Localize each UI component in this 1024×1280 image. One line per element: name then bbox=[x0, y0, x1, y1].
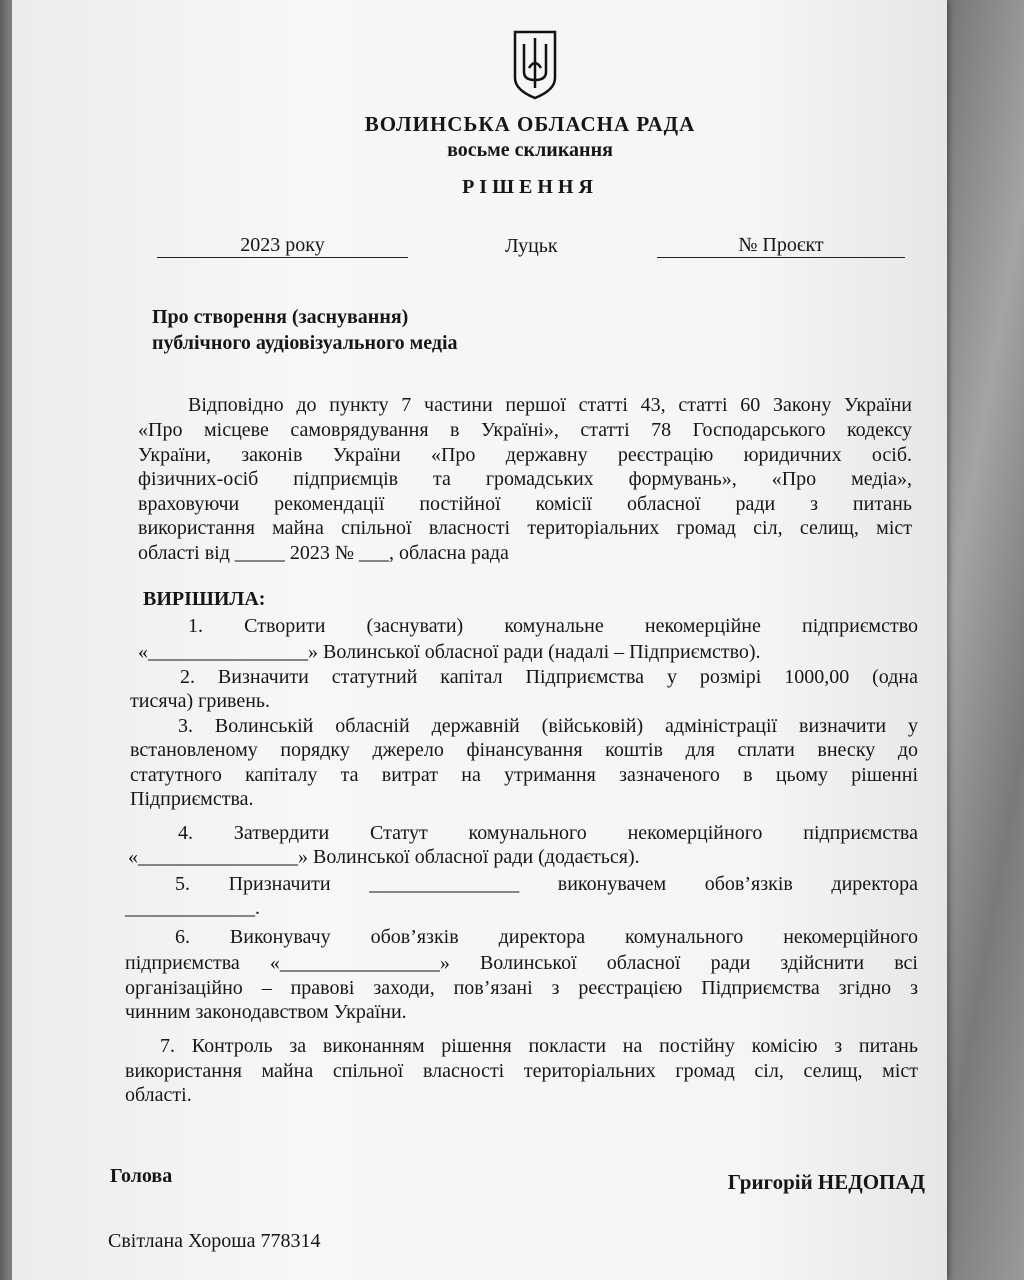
resolution-line: «________________» Волинської обласної ради (додається). bbox=[128, 846, 640, 868]
preamble-line: фізичних-осіб підприємців та громадських формувань», «Про медіа», bbox=[138, 468, 912, 490]
preamble-line: використання майна спільної власності територіальних громад сіл, селищ, міст bbox=[138, 517, 912, 539]
preamble-line: враховуючи рекомендації постійної комісії обласної ради з питань bbox=[138, 493, 912, 515]
preamble-line: Відповідно до пункту 7 частини першої статті 43, статті 60 Закону України bbox=[188, 394, 912, 416]
preamble-line: України, законів України «Про державну реєстрацію юридичних осіб. bbox=[138, 444, 912, 466]
resolution-line: тисяча) гривень. bbox=[130, 690, 271, 712]
council-name: ВОЛИНСЬКА ОБЛАСНА РАДА bbox=[364, 112, 696, 136]
decision-number bbox=[657, 234, 905, 258]
subject-line-1: Про створення (заснування) bbox=[152, 306, 409, 328]
resolution-line: 5. Призначити _______________ виконувачем обов’язків директора bbox=[175, 873, 918, 895]
resolution-line: 3. Волинській обласній державній (військовій) адміністрації визначити у bbox=[178, 715, 918, 737]
resolution-line: «________________» Волинської обласної ради (надалі – Підприємство). bbox=[138, 641, 761, 663]
resolution-line: _____________. bbox=[125, 897, 260, 919]
number-text: № Проєкт bbox=[738, 234, 824, 256]
resolution-line: 1. Створити (заснувати) комунальне некомерційне підприємство bbox=[188, 615, 918, 637]
signature-name: Григорій НЕДОПАД bbox=[727, 1170, 925, 1194]
resolution-line: використання майна спільної власності територіальних громад сіл, селищ, міст bbox=[125, 1060, 918, 1082]
signature-title: Голова bbox=[110, 1165, 173, 1187]
resolution-line: 6. Виконувачу обов’язків директора комунального некомерційного bbox=[175, 926, 918, 948]
resolved-label: ВИРІШИЛА: bbox=[143, 588, 266, 610]
resolution-line: організаційно – правові заходи, пов’язані з реєстрацією Підприємства згідно з bbox=[125, 977, 918, 999]
subject-line-2: публічного аудіовізуального медіа bbox=[152, 332, 458, 354]
date-text: 2023 року bbox=[240, 234, 325, 256]
resolution-line: 7. Контроль за виконанням рішення покласти на постійну комісію з питань bbox=[160, 1035, 918, 1057]
convocation: восьме скликання bbox=[447, 139, 613, 161]
city: Луцьк bbox=[505, 235, 558, 257]
resolution-line: чинним законодавством України. bbox=[125, 1001, 407, 1023]
decision-date bbox=[157, 234, 408, 258]
preamble-line: «Про місцеве самоврядування в Україні», статті 78 Господарського кодексу bbox=[138, 419, 912, 441]
resolution-line: 2. Визначити статутний капітал Підприємства у розмірі 1000,00 (одна bbox=[180, 666, 918, 688]
resolution-line: підприємства «________________» Волинської обласної ради здійснити всі bbox=[125, 952, 918, 974]
resolution-line: Підприємства. bbox=[130, 788, 254, 810]
resolution-line: 4. Затвердити Статут комунального некомерційного підприємства bbox=[178, 822, 918, 844]
executor-contact: Світлана Хороша 778314 bbox=[108, 1230, 321, 1252]
resolution-line: області. bbox=[125, 1084, 192, 1106]
resolution-line: статутного капіталу та витрат на утримання зазначеного в цьому рішенні bbox=[130, 764, 918, 786]
resolution-line: встановленому порядку джерело фінансування коштів для сплати внеску до bbox=[130, 739, 918, 761]
trident-emblem-icon bbox=[512, 28, 558, 100]
document-type: РІШЕННЯ bbox=[462, 176, 598, 198]
preamble-line: області від _____ 2023 № ___, обласна рада bbox=[138, 542, 509, 564]
